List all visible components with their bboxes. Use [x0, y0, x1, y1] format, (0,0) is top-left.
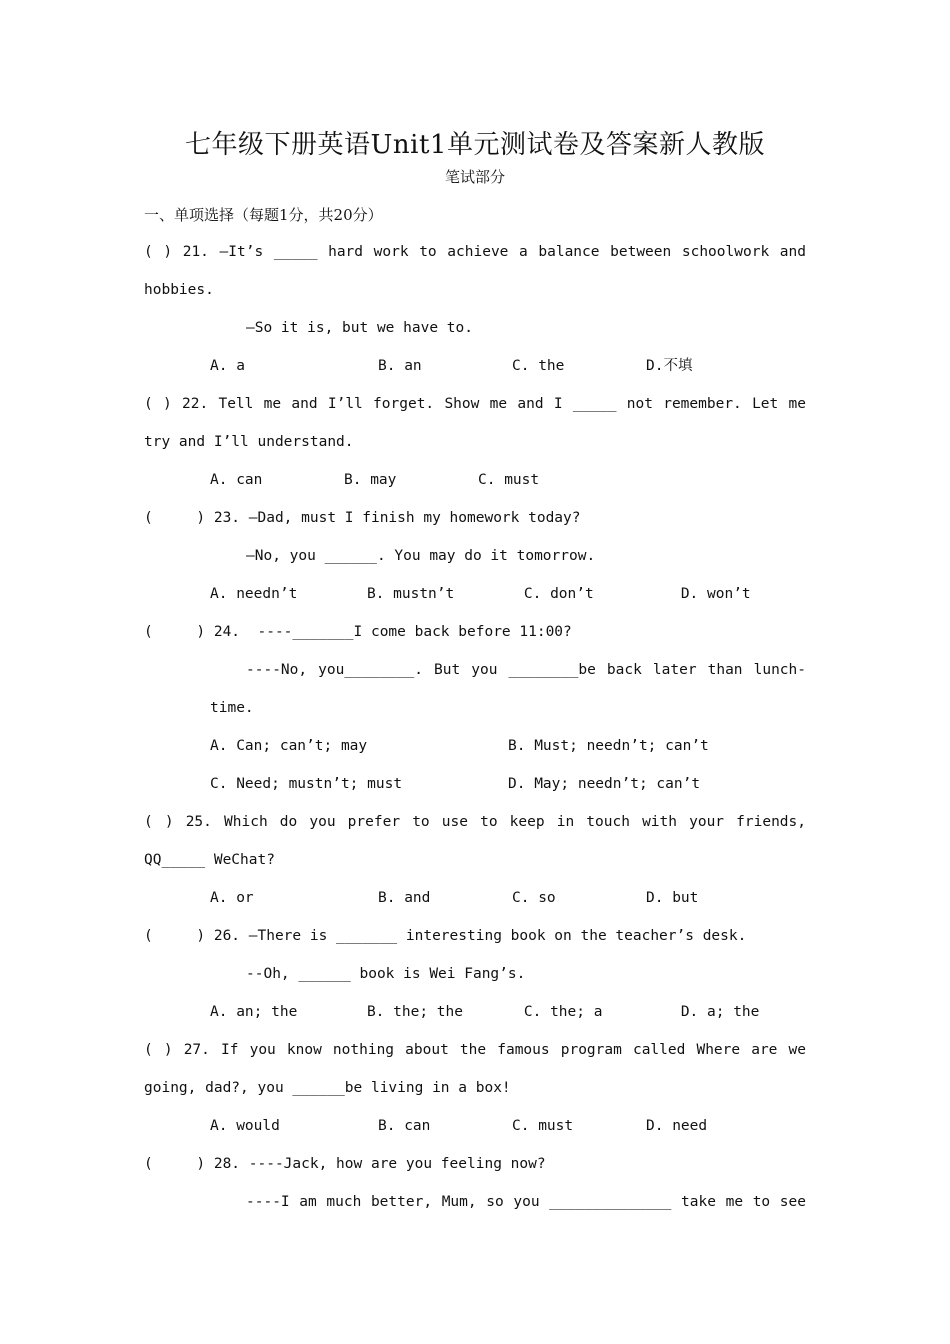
- question-28-stem: ( ) 28. ----Jack, how are you feeling now?: [144, 1156, 546, 1172]
- option-a: A. or: [210, 890, 254, 906]
- question-25-stem-cont: QQ_____ WeChat?: [144, 852, 275, 868]
- option-d: D. but: [646, 890, 699, 906]
- question-24-reply: ----No, you________. But you ________be back later than lunch-: [246, 662, 806, 678]
- question-22-stem-cont: try and I’ll understand.: [144, 434, 354, 450]
- page-subtitle: 笔试部分: [444, 168, 505, 186]
- question-21-stem-cont: hobbies.: [144, 282, 214, 298]
- question-23-stem: ( ) 23. —Dad, must I finish my homework today?: [144, 510, 581, 526]
- option-c: C. the: [512, 358, 565, 374]
- option-c: C. don’t: [523, 586, 594, 602]
- option-a: A. needn’t: [210, 586, 298, 602]
- question-21-reply: –So it is, but we have to.: [246, 320, 473, 336]
- question-26-reply: --Oh, ______ book is Wei Fang’s.: [246, 966, 526, 982]
- page-title: 七年级下册英语Unit1单元测试卷及答案新人教版: [185, 130, 765, 160]
- option-b: B. the; the: [366, 1004, 463, 1020]
- option-d: D. a; the: [680, 1004, 760, 1020]
- option-d: D.不填: [646, 358, 693, 374]
- question-25-stem: ( ) 25. Which do you prefer to use to keep in touch with your friends,: [144, 814, 806, 830]
- question-23-options: [144, 575, 806, 613]
- option-c: C. the; a: [523, 1004, 603, 1020]
- option-a: A. Can; can’t; may: [210, 738, 368, 754]
- question-22-stem: ( ) 22. Tell me and I’ll forget. Show me and I _____ not remember. Let me: [144, 396, 806, 412]
- question-27-stem: ( ) 27. If you know nothing about the famous program called Where are we: [144, 1042, 806, 1058]
- question-22-options: [144, 461, 806, 499]
- question-27-options: [144, 1107, 806, 1145]
- option-b: B. can: [378, 1118, 431, 1134]
- question-24-options-row2: [144, 765, 806, 803]
- section-heading: 一、单项选择（每题1分，共20分）: [144, 206, 383, 224]
- option-c: C. Need; mustn’t; must: [210, 776, 403, 792]
- option-b: B. and: [378, 890, 431, 906]
- option-a: A. a: [210, 358, 245, 374]
- question-24-options-row1: [144, 727, 806, 765]
- question-28-reply: ----I am much better, Mum, so you ______________ take me to see: [246, 1194, 806, 1210]
- option-b: B. mustn’t: [366, 586, 455, 602]
- question-24-reply-cont: time.: [210, 700, 254, 716]
- option-b: B. Must; needn’t; can’t: [508, 738, 709, 754]
- question-24-stem: ( ) 24. ----_______I come back before 11:00?: [144, 624, 572, 640]
- option-a: A. an; the: [210, 1004, 298, 1020]
- question-26-options: [144, 993, 806, 1031]
- question-26-stem: ( ) 26. –There is _______ interesting book on the teacher’s desk.: [144, 928, 747, 944]
- question-21-stem: ( ) 21. –It’s _____ hard work to achieve a balance between schoolwork and: [144, 244, 806, 260]
- option-c: C. must: [478, 472, 540, 488]
- option-b: B. an: [378, 358, 422, 374]
- question-27-stem-cont: going, dad?, you ______be living in a box!: [144, 1080, 511, 1096]
- option-a: A. can: [210, 472, 263, 488]
- option-c: C. so: [512, 890, 556, 906]
- option-d: D. need: [646, 1118, 708, 1134]
- option-b: B. may: [344, 472, 397, 488]
- option-d: D. May; needn’t; can’t: [508, 776, 701, 792]
- question-21-options: [144, 347, 806, 385]
- option-c: C. must: [512, 1118, 574, 1134]
- option-a: A. would: [210, 1118, 280, 1134]
- question-25-options: [144, 879, 806, 917]
- option-d: D. won’t: [680, 586, 751, 602]
- question-list: [144, 233, 806, 1221]
- question-23-reply: —No, you ______. You may do it tomorrow.: [246, 548, 596, 564]
